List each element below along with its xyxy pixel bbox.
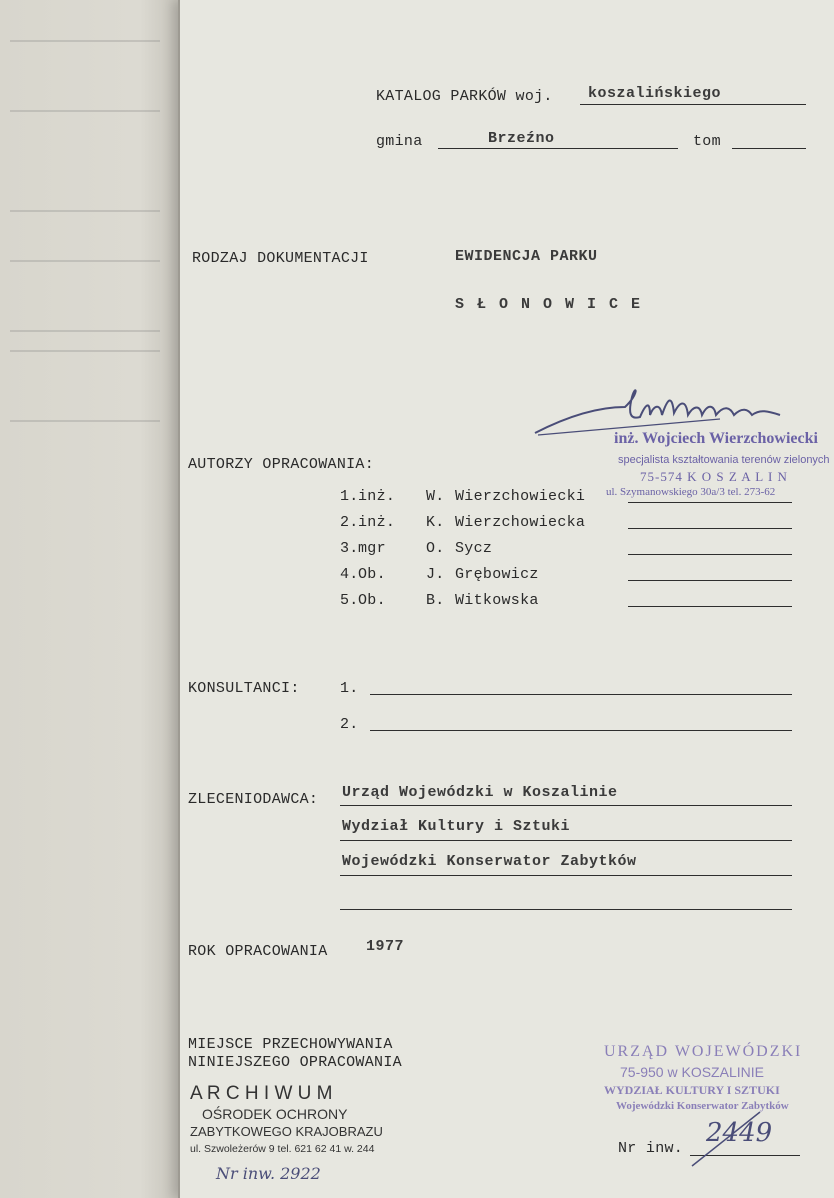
signature-stamp-line3: ul. Szymanowskiego 30a/3 tel. 273-62: [606, 486, 776, 498]
voivodeship-value: koszalińskiego: [588, 85, 722, 102]
storage-label-1: MIEJSCE PRZECHOWYWANIA: [188, 1036, 393, 1053]
author-name: Sycz: [455, 540, 493, 557]
signature-stamp-line1: specjalista kształtowania terenów zielonych: [618, 454, 830, 466]
author-initial: O.: [426, 540, 445, 557]
author-signature-line: [628, 502, 792, 503]
office-stamp-line2: 75-950 w KOSZALINIE: [620, 1064, 764, 1080]
year-value: 1977: [366, 938, 405, 955]
author-signature-line: [628, 580, 792, 581]
author-title: inż.: [358, 514, 396, 531]
author-initial: W.: [426, 488, 445, 505]
author-name: Grębowicz: [455, 566, 539, 583]
author-signature-line: [628, 554, 792, 555]
archive-line-2: ZABYTKOWEGO KRAJOBRAZU: [190, 1124, 383, 1139]
client-line-2: Wydział Kultury i Sztuki: [342, 818, 571, 835]
author-title: inż.: [358, 488, 396, 505]
consultant-2-num: 2.: [340, 716, 359, 733]
author-title: mgr: [358, 540, 386, 557]
office-stamp-line1: URZĄD WOJEWÓDZKI: [604, 1043, 803, 1060]
client-line-4-underline: [340, 909, 792, 910]
signature-stamp-name: inż. Wojciech Wierzchowiecki: [614, 430, 818, 447]
park-name: S Ł O N O W I C E: [455, 296, 643, 313]
author-name: Wierzchowiecka: [455, 514, 586, 531]
author-title: Ob.: [358, 592, 386, 609]
inventory-label: Nr inw.: [618, 1140, 684, 1157]
author-number: 5.: [340, 592, 359, 609]
tom-underline: [732, 148, 806, 149]
gmina-label: gmina: [376, 133, 423, 150]
client-line-1: Urząd Wojewódzki w Koszalinie: [342, 784, 618, 801]
documentation-type: EWIDENCJA PARKU: [455, 248, 598, 265]
year-label: ROK OPRACOWANIA: [188, 943, 328, 960]
client-label: ZLECENIODAWCA:: [188, 791, 319, 808]
voivodeship-underline: [580, 104, 806, 105]
author-initial: B.: [426, 592, 445, 609]
author-title: Ob.: [358, 566, 386, 583]
inventory-strike-mark: [690, 1108, 773, 1168]
author-number: 3.: [340, 540, 359, 557]
client-line-3: Wojewódzki Konserwator Zabytków: [342, 853, 637, 870]
archive-title: A R C H I W U M: [190, 1083, 333, 1104]
archive-line-3: ul. Szwoleżerów 9 tel. 621 62 41 w. 244: [190, 1143, 375, 1155]
gmina-underline: [438, 148, 678, 149]
inventory-value: 2449: [706, 1118, 773, 1148]
authors-label: AUTORZY OPRACOWANIA:: [188, 456, 375, 473]
author-signature-line: [628, 606, 792, 607]
client-line-2-underline: [340, 840, 792, 841]
storage-label-2: NINIEJSZEGO OPRACOWANIA: [188, 1054, 402, 1071]
signature-stamp-line2: 75-574 K O S Z A L I N: [640, 469, 788, 484]
catalog-label: KATALOG PARKÓW woj.: [376, 88, 553, 105]
office-stamp-line3: WYDZIAŁ KULTURY I SZTUKI: [604, 1083, 780, 1097]
underlying-page: [0, 0, 200, 1198]
author-number: 2.: [340, 514, 359, 531]
office-stamp-line4: Wojewódzki Konserwator Zabytków: [616, 1100, 789, 1112]
author-name: Witkowska: [455, 592, 539, 609]
author-initial: K.: [426, 514, 445, 531]
author-name: Wierzchowiecki: [455, 488, 586, 505]
documentation-label: RODZAJ DOKUMENTACJI: [192, 250, 369, 267]
author-signature-line: [628, 528, 792, 529]
client-line-1-underline: [340, 805, 792, 806]
author-number: 4.: [340, 566, 359, 583]
author-initial: J.: [426, 566, 445, 583]
gmina-value: Brzeźno: [488, 130, 555, 147]
consultant-2-line: [370, 730, 792, 731]
tom-label: tom: [693, 133, 721, 150]
consultant-1-num: 1.: [340, 680, 359, 697]
author-number: 1.: [340, 488, 359, 505]
consultant-1-line: [370, 694, 792, 695]
archive-line-1: OŚRODEK OCHRONY: [202, 1106, 348, 1122]
handwritten-inventory-number: Nr inw. 2922: [216, 1164, 321, 1183]
consultants-label: KONSULTANCI:: [188, 680, 300, 697]
client-line-3-underline: [340, 875, 792, 876]
